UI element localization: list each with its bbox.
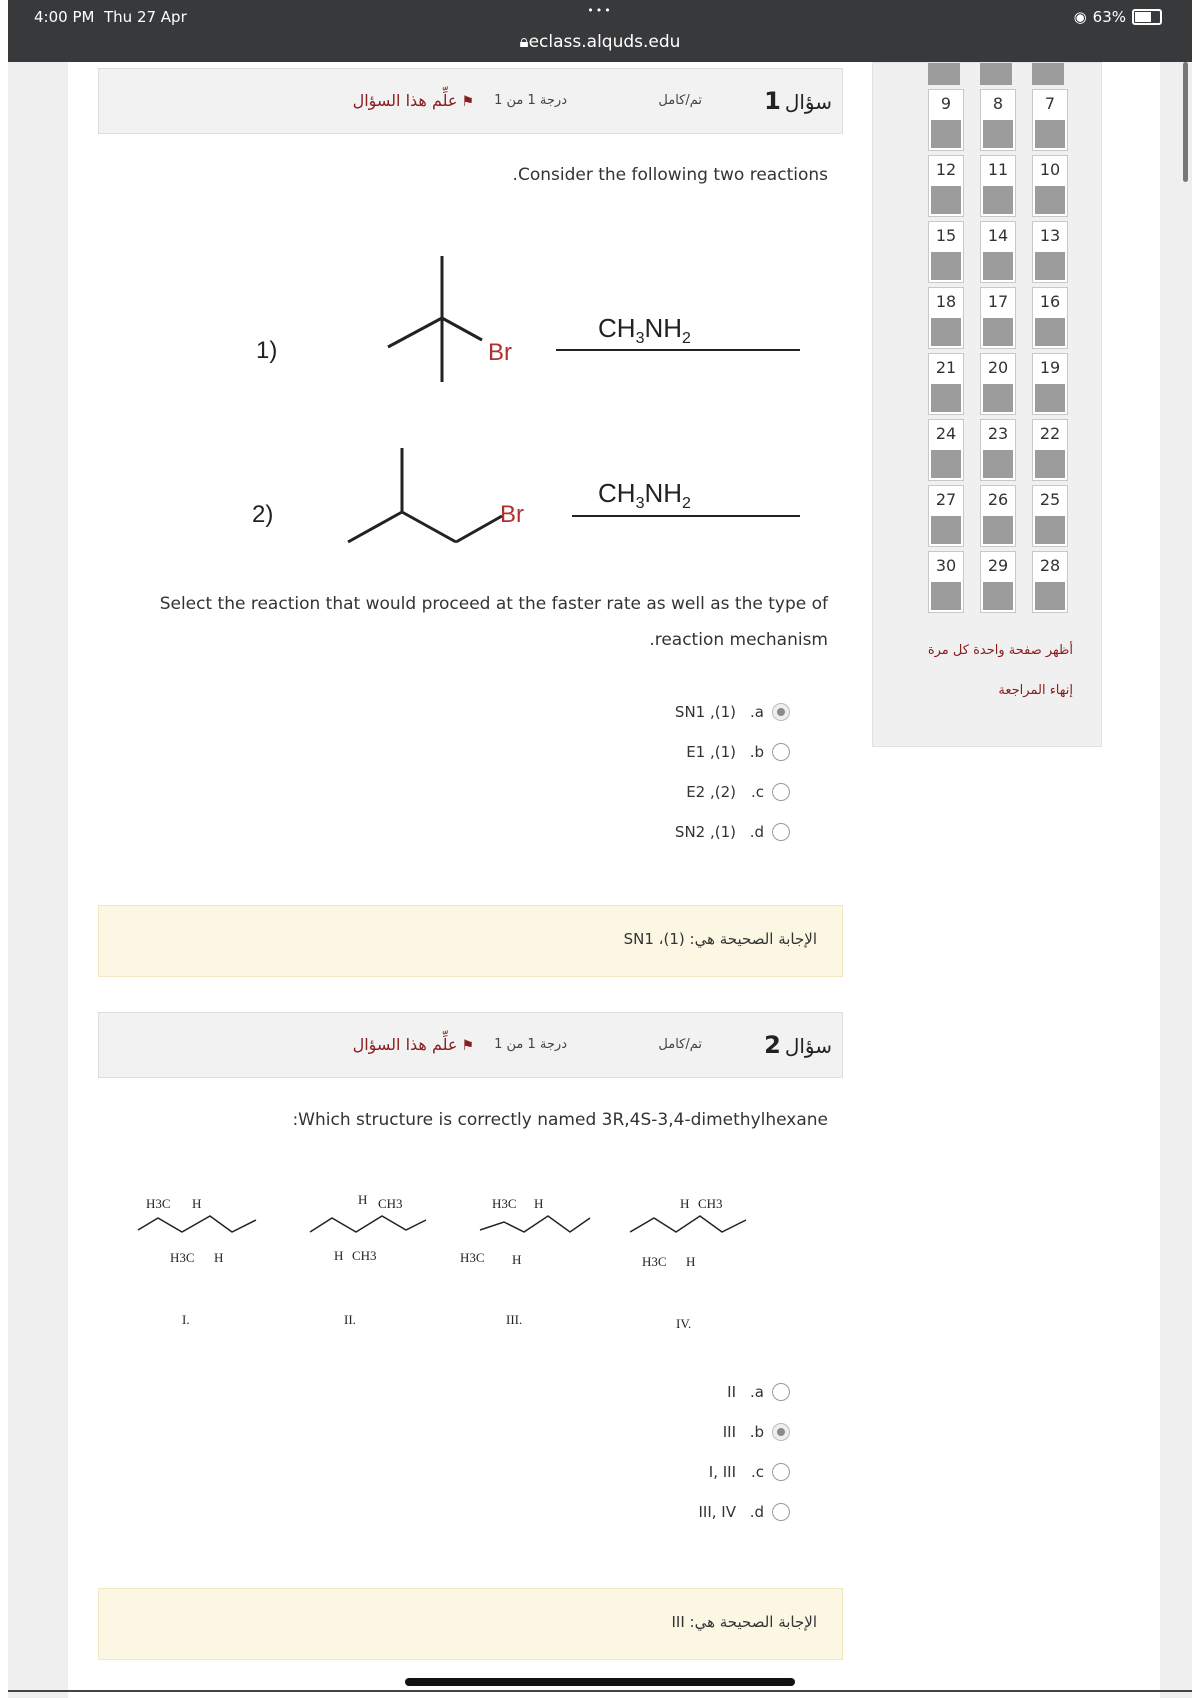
reagent-1: $CH_3NH_2$	[598, 313, 691, 347]
nav-question-11[interactable]: 11	[980, 155, 1016, 217]
quiz-navigation	[872, 62, 1102, 747]
leaving-group-2: Br	[500, 501, 524, 528]
svg-text:III.: III.	[506, 1312, 523, 1327]
question-2-prompt: :Which structure is correctly named 3R,4S-3,4-dimethylhexane	[292, 1110, 828, 1130]
multitask-dots-icon[interactable]: •••	[587, 4, 613, 17]
battery-percent: 63%	[1092, 8, 1126, 26]
option-c[interactable]: c. I, III	[699, 1452, 791, 1492]
option-d[interactable]: d. III, IV	[699, 1492, 791, 1532]
svg-text:H: H	[512, 1252, 522, 1267]
svg-text:H3C: H3C	[146, 1196, 171, 1211]
nav-question-27[interactable]: 27	[928, 485, 964, 547]
option-a[interactable]: a. SN1 ,(1)	[675, 692, 790, 732]
status-indicators	[1074, 8, 1162, 26]
option-a[interactable]: a. II	[699, 1372, 791, 1412]
svg-text:H: H	[192, 1196, 202, 1211]
option-c[interactable]: c. E2 ,(2)	[675, 772, 790, 812]
question-status: تم/كامل	[658, 1037, 702, 1052]
nav-question-25[interactable]: 25	[1032, 485, 1068, 547]
nav-question-29[interactable]: 29	[980, 551, 1016, 613]
nav-question-23[interactable]: 23	[980, 419, 1016, 481]
question-status: تم/كامل	[658, 93, 702, 108]
question-number: سؤال2	[764, 1031, 832, 1059]
structure-III	[460, 1196, 590, 1327]
battery-icon	[1132, 9, 1162, 25]
svg-text:H: H	[334, 1248, 344, 1263]
svg-text:H3C: H3C	[460, 1250, 485, 1265]
lock-icon: 🔒︎	[519, 32, 529, 52]
address-bar[interactable]: 🔒︎eclass.alquds.edu	[519, 32, 681, 52]
radio-button[interactable]	[772, 1423, 790, 1441]
structures-figure	[120, 1180, 840, 1340]
question-1-feedback: الإجابة الصحيحة هي: (1)، SN1	[98, 905, 843, 977]
svg-text:CH3: CH3	[378, 1196, 403, 1211]
reagent-2: $CH_3NH_2$	[598, 478, 691, 512]
svg-text:H: H	[214, 1250, 224, 1265]
question-grade: درجة 1 من 1	[494, 93, 567, 108]
nav-question-8[interactable]: 8	[980, 89, 1016, 151]
nav-question-28[interactable]: 28	[1032, 551, 1068, 613]
question-2-feedback: الإجابة الصحيحة هي: III	[98, 1588, 843, 1660]
nav-question-14[interactable]: 14	[980, 221, 1016, 283]
reaction-2-label: 2)	[252, 501, 274, 528]
radio-button[interactable]	[772, 743, 790, 761]
flag-question-link[interactable]: ⚑علِّم هذا السؤال	[352, 1035, 474, 1054]
flag-icon: ⚑	[461, 94, 474, 110]
nav-question-16[interactable]: 16	[1032, 287, 1068, 349]
svg-text:I.: I.	[182, 1312, 190, 1327]
question-grade: درجة 1 من 1	[494, 1037, 567, 1052]
svg-text:H: H	[686, 1254, 696, 1269]
svg-text:CH3: CH3	[352, 1248, 377, 1263]
home-indicator[interactable]	[405, 1678, 795, 1686]
show-one-page-link[interactable]: أظهر صفحة واحدة كل مرة	[927, 643, 1073, 658]
nav-question-10[interactable]: 10	[1032, 155, 1068, 217]
svg-text:II.: II.	[344, 1312, 356, 1327]
nav-question-22[interactable]: 22	[1032, 419, 1068, 481]
page-margin-left	[8, 62, 68, 1698]
question-1-options	[675, 692, 790, 852]
leaving-group-1: Br	[488, 339, 512, 366]
flag-icon: ⚑	[461, 1038, 474, 1054]
radio-button[interactable]	[772, 1383, 790, 1401]
svg-text:H: H	[358, 1192, 368, 1207]
nav-question-18[interactable]: 18	[928, 287, 964, 349]
finish-review-link[interactable]: إنهاء المراجعة	[998, 683, 1073, 698]
page-margin-right	[1160, 62, 1192, 1698]
question-1-prompt: .Consider the following two reactions	[512, 165, 828, 185]
nav-question-19[interactable]: 19	[1032, 353, 1068, 415]
radio-button[interactable]	[772, 823, 790, 841]
svg-text:H: H	[680, 1196, 690, 1211]
bottom-border	[8, 1690, 1192, 1692]
nav-question-24[interactable]: 24	[928, 419, 964, 481]
nav-question-13[interactable]: 13	[1032, 221, 1068, 283]
wifi-icon: ◉	[1073, 8, 1087, 26]
option-d[interactable]: d. SN2 ,(1)	[675, 812, 790, 852]
reaction-scheme	[220, 240, 800, 560]
svg-text:CH3: CH3	[698, 1196, 723, 1211]
svg-text:H3C: H3C	[170, 1250, 195, 1265]
question-1-instruction-line1: Select the reaction that would proceed at the faster rate as well as the type of	[159, 594, 828, 614]
nav-question-15[interactable]: 15	[928, 221, 964, 283]
question-1-instruction-line2: .reaction mechanism	[649, 630, 828, 650]
scrollbar-thumb[interactable]	[1183, 62, 1188, 182]
svg-text:H3C: H3C	[642, 1254, 667, 1269]
nav-question-9[interactable]: 9	[928, 89, 964, 151]
nav-question-30[interactable]: 30	[928, 551, 964, 613]
nav-question-20[interactable]: 20	[980, 353, 1016, 415]
isobutyl-bromide-structure	[348, 448, 502, 542]
svg-text:H: H	[534, 1196, 544, 1211]
tert-butyl-bromide-structure	[388, 256, 482, 382]
nav-question-17[interactable]: 17	[980, 287, 1016, 349]
status-bar	[8, 0, 1192, 62]
svg-text:H3C: H3C	[492, 1196, 517, 1211]
question-2-options	[699, 1372, 791, 1532]
radio-button[interactable]	[772, 703, 790, 721]
structure-II	[310, 1192, 426, 1327]
option-b[interactable]: b. E1 ,(1)	[675, 732, 790, 772]
structure-IV	[630, 1196, 746, 1331]
status-time: 4:00 PM Thu 27 Apr	[34, 8, 187, 26]
question-number: سؤال1	[764, 87, 832, 115]
radio-button[interactable]	[772, 1503, 790, 1521]
nav-question-12[interactable]: 12	[928, 155, 964, 217]
question-2-header	[98, 1012, 843, 1078]
option-b[interactable]: b. III	[699, 1412, 791, 1452]
radio-button[interactable]	[772, 783, 790, 801]
question-1-header	[98, 68, 843, 134]
svg-text:IV.: IV.	[676, 1316, 692, 1331]
reaction-1-label: 1)	[256, 337, 278, 364]
structure-I	[138, 1196, 256, 1327]
flag-question-link[interactable]: ⚑علِّم هذا السؤال	[352, 91, 474, 110]
nav-question-21[interactable]: 21	[928, 353, 964, 415]
nav-question-26[interactable]: 26	[980, 485, 1016, 547]
radio-button[interactable]	[772, 1463, 790, 1481]
nav-question-7[interactable]: 7	[1032, 89, 1068, 151]
